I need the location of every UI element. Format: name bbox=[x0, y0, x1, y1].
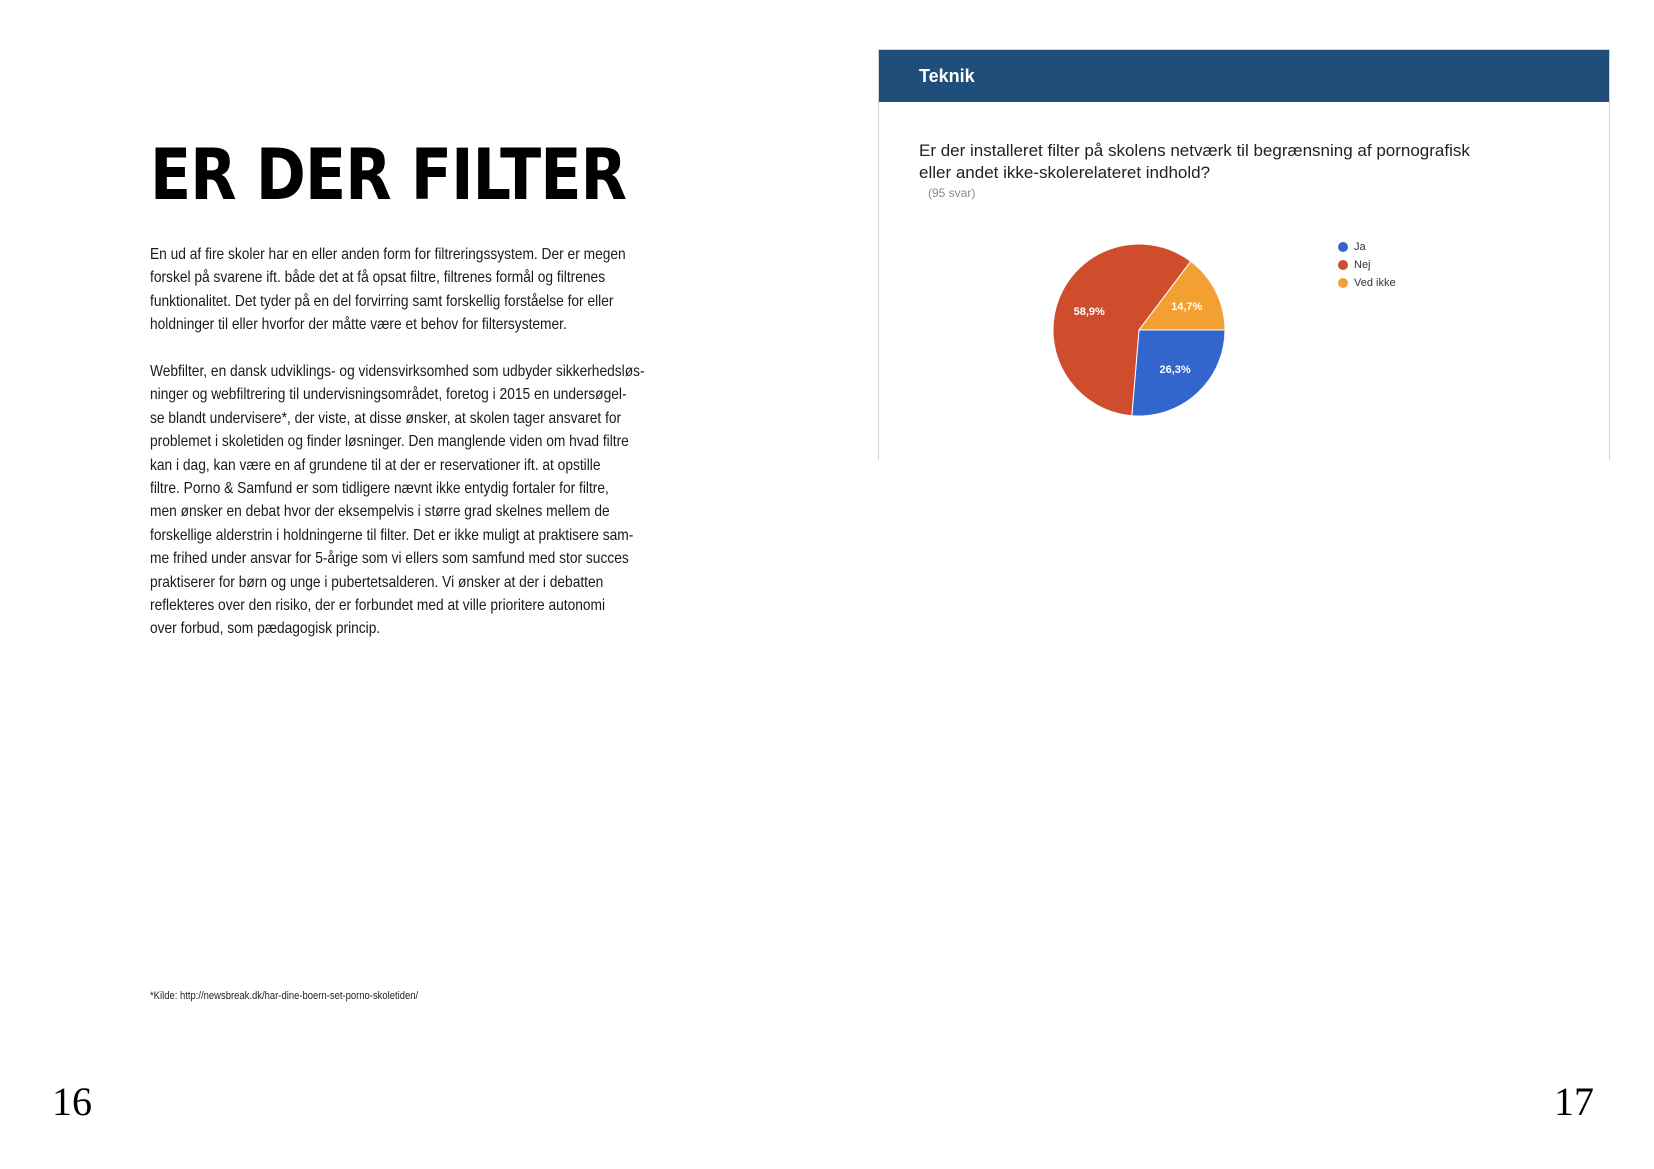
page-number-left: 16 bbox=[52, 1079, 92, 1124]
legend-label: Ja bbox=[1354, 241, 1366, 253]
question-line: eller andet ikke-skolerelateret indhold? bbox=[919, 163, 1211, 182]
pie-label: 14,7% bbox=[1171, 301, 1203, 314]
text-line: men ønsker en debat hvor der eksempelvis i større grad skelnes mellem de bbox=[150, 503, 610, 521]
paragraph-2 bbox=[150, 360, 720, 641]
text-line: En ud af fire skoler har en eller anden form for filtreringssystem. Der er megen bbox=[150, 246, 626, 263]
legend-item bbox=[1338, 256, 1396, 274]
survey-question bbox=[919, 140, 1579, 184]
text-line: kan i dag, kan være en af grundene til at der er reservationer ift. at opstille bbox=[150, 456, 601, 474]
text-line: problemet i skoletiden og finder løsninger. Den manglende viden om hvad filtre bbox=[150, 433, 629, 451]
legend-item bbox=[1338, 238, 1396, 256]
text-line: holdninger til eller hvorfor der måtte være et behov for filtersystemer. bbox=[150, 316, 567, 334]
legend-swatch-icon bbox=[1338, 260, 1348, 270]
text-line: ninger og webfiltrering til undervisningsområdet, foretog i 2015 en undersøgel- bbox=[150, 386, 627, 404]
pie-label: 26,3% bbox=[1159, 364, 1191, 377]
text-line: reflekteres over den risiko, der er forbundet med at ville prioritere autonomi bbox=[150, 597, 606, 615]
text-line: funktionalitet. Det tyder på en del forvirring samt forskellig forståelse for eller bbox=[150, 292, 614, 310]
survey-card bbox=[878, 49, 1610, 460]
body-text bbox=[150, 243, 720, 641]
chart-legend bbox=[1338, 238, 1396, 292]
text-line: se blandt undervisere*, der viste, at disse ønsker, at skolen tager ansvaret for bbox=[150, 409, 622, 427]
page-number-right: 17 bbox=[1554, 1079, 1594, 1124]
footnote: *Kilde: http://newsbreak.dk/har-dine-boern-set-porno-skoletiden/ bbox=[150, 990, 419, 1002]
legend-swatch-icon bbox=[1338, 242, 1348, 252]
question-line: Er der installeret filter på skolens netværk til begrænsning af pornografisk bbox=[919, 141, 1470, 160]
card-header: Teknik bbox=[879, 50, 1609, 102]
pie-label: 58,9% bbox=[1073, 305, 1105, 318]
text-line: over forbud, som pædagogisk princip. bbox=[150, 620, 381, 638]
legend-label: Ved ikke bbox=[1354, 277, 1396, 289]
legend-swatch-icon bbox=[1338, 278, 1348, 288]
paragraph-1 bbox=[150, 243, 720, 337]
text-line: praktiserer for børn og unge i pubertetsalderen. Vi ønsker at der i debatten bbox=[150, 573, 604, 591]
page-heading: ER DER FILTER bbox=[150, 134, 627, 216]
text-line: Webfilter, en dansk udviklings- og vidensvirksomhed som udbyder sikkerhedsløs- bbox=[150, 363, 645, 381]
text-line: forskel på svarene ift. både det at få opsat filtre, filtrenes formål og filtrenes bbox=[150, 269, 606, 287]
text-line: filtre. Porno & Samfund er som tidligere nævnt ikke entydig fortaler for filtre, bbox=[150, 480, 609, 498]
text-line: forskellige alderstrin i holdningerne til filter. Det er ikke muligt at praktisere sam- bbox=[150, 526, 634, 544]
legend-label: Nej bbox=[1354, 259, 1371, 271]
response-count: (95 svar) bbox=[928, 186, 976, 200]
text-line: me frihed under ansvar for 5-årige som vi ellers som samfund med stor succes bbox=[150, 550, 629, 568]
pie-chart bbox=[1049, 240, 1229, 420]
legend-item bbox=[1338, 274, 1396, 292]
